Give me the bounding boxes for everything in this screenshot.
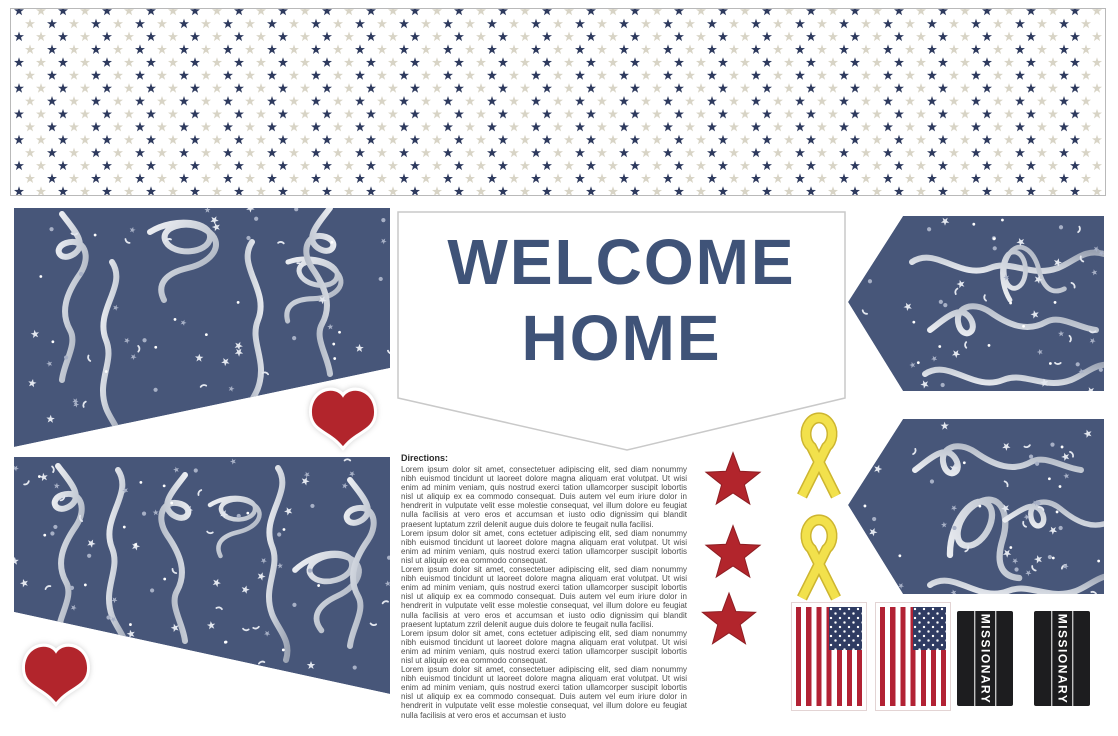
missionary-label: MISSIONARY [974, 611, 996, 706]
red-star-icons [702, 453, 760, 644]
directions-paragraph: Lorem ipsum dolor sit amet, consectetuer adipiscing elit, sed diam nonummy nibh euismod tincidunt ut laoreet dolore magna aliquam erat volutpat. Ut wisi enim ad minim veniam, quis nostrud exerci tation ullamcorper suscipit lobortis nisl ut aliquip ex ea commodo consequat. Duis autem vel eum iriure dolor in hendrerit in vulputate velit esse molestie consequat, vel illum dolore eu feugiat nulla facilisis at vero eros et accumsan et iusto [401, 665, 687, 720]
missionary-tag [1034, 611, 1090, 706]
us-flag [791, 602, 867, 711]
heart-icon [25, 647, 87, 702]
welcome-pennant-shape [398, 212, 845, 450]
directions-paragraph: Lorem ipsum dolor sit amet, cons ectetuer adipiscing elit, sed diam nonummy nibh euismod tincidunt ut laoreet dolore magna aliquam erat volutpat. Ut wisi enim ad minim veniam, quis nostrud exerci tation ullamcorper suscipit lobortis nisl ut aliquip ex ea commodo consequat. [401, 528, 687, 565]
yellow-ribbon-icon [802, 418, 836, 496]
welcome-line2: HOME [521, 302, 722, 374]
missionary-tag [957, 611, 1013, 706]
directions-block [401, 453, 687, 720]
us-flag-stripes [796, 607, 862, 706]
us-flag [875, 602, 951, 711]
welcome-line1: WELCOME [447, 226, 796, 298]
missionary-label: MISSIONARY [1051, 611, 1073, 706]
us-flag-stripes [880, 607, 946, 706]
us-flag-canton [913, 607, 946, 650]
directions-paragraph: Lorem ipsum dolor sit amet, consectetuer adipiscing elit, sed diam nonummy nibh euismod tincidunt ut laoreet dolore magna aliquam erat volutpat. Ut wisi enim ad minim veniam, quis nostrud exerci tation ullamcorper suscipit lobortis nisl ut aliquip ex ea commodo consequat. Duis autem vel eum iriure dolor in hendrerit in vulputate velit esse molestie consequat, vel illum dolore eu feugiat nulla facilisis at vero eros et accumsan et iusto odio dignissim qui blandit praesent luptatum zzril delenit augue duis dolore te feugait nulla facilisi. [401, 565, 687, 629]
directions-paragraph: Lorem ipsum dolor sit amet, cons ectetuer adipiscing elit, sed diam nonummy nibh euismod tincidunt ut laoreet dolore magna aliquam erat volutpat. Ut wisi enim ad minim veniam, quis nostrud exerci tation ullamcorper suscipit lobortis nisl ut aliquip ex ea commodo consequat. [401, 628, 687, 665]
directions-title: Directions: [401, 453, 449, 463]
yellow-ribbon-icon [802, 520, 836, 598]
pennant-right-bottom [848, 419, 1118, 596]
heart-icon [312, 391, 374, 446]
directions-paragraph: Lorem ipsum dolor sit amet, consectetuer adipiscing elit, sed diam nonummy nibh euismod tincidunt ut laoreet dolore magna aliquam erat volutpat. Ut wisi enim ad minim veniam, quis nostrud exerci tation ullamcorper suscipit lobortis nisl ut aliquip ex ea commodo consequat. Duis autem vel eum iriure dolor in hendrerit in vulputate velit esse molestie consequat, vel illum dolore eu feugiat nulla facilisis at vero eros et accumsan et iusto odio dignissim qui blandit praesent luptatum zzril delenit augue duis dolore te feugait nulla facilisi. [401, 465, 687, 529]
us-flag-canton [829, 607, 862, 650]
pennant-right-top [848, 216, 1117, 395]
